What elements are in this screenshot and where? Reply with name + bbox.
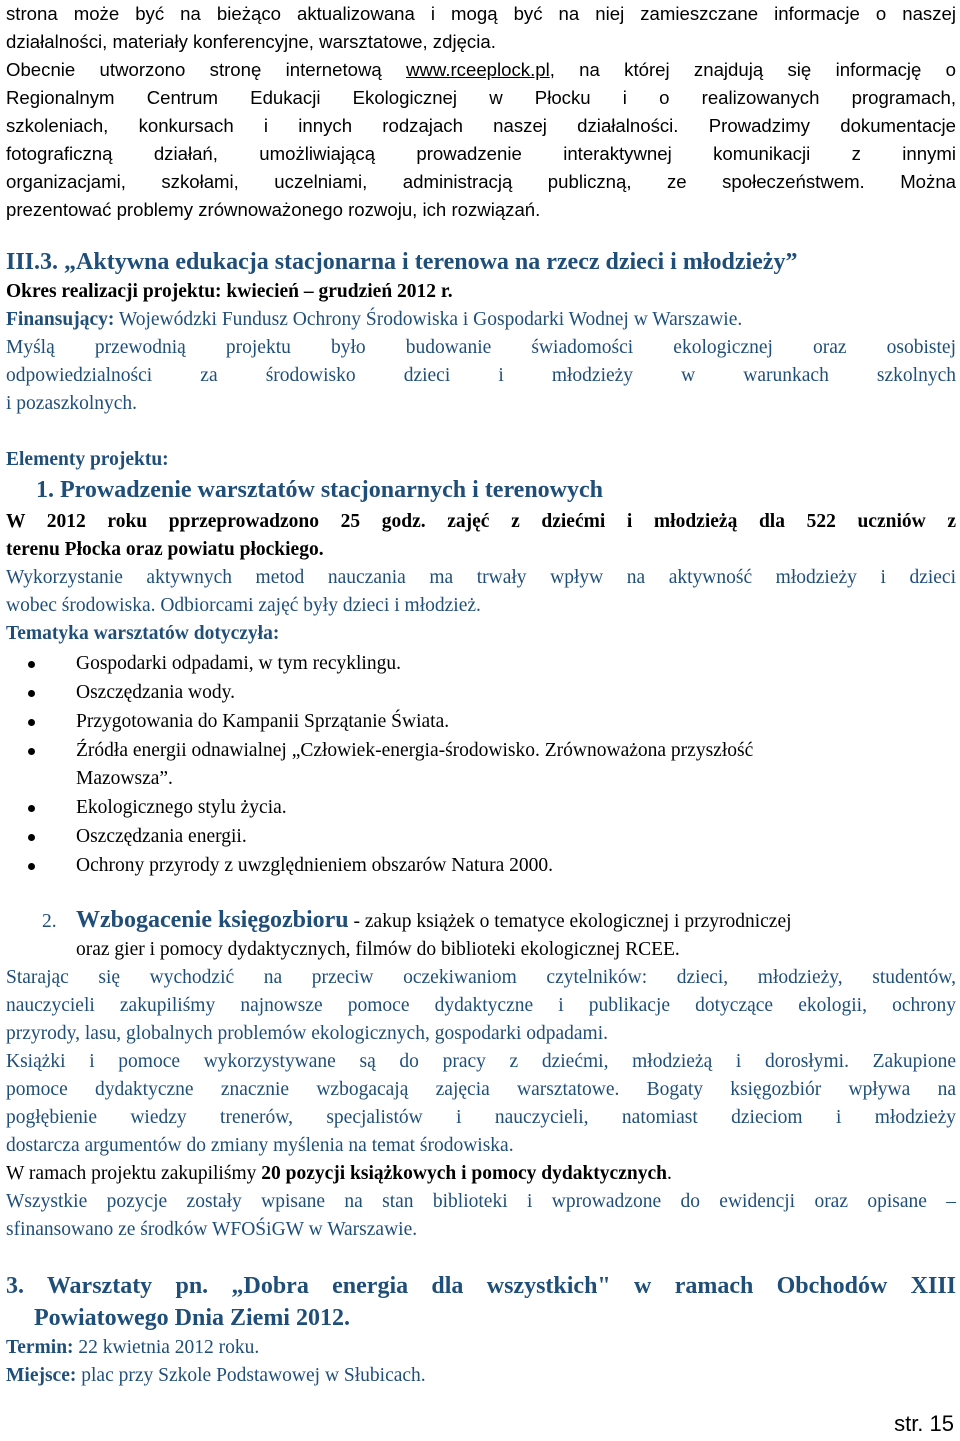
item-1-summary: terenu Płocka oraz powiatu płockiego. (6, 539, 324, 560)
intro-line: działalności, materiały konferencyjne, warsztatowe, zdjęcia. (6, 31, 496, 52)
topics-label: Tematyka warsztatów dotyczyła: (6, 623, 280, 644)
funder-label: Finansujący: (6, 309, 115, 330)
item-2-title-text: Wzbogacenie księgozbioru (76, 907, 349, 933)
elements-label: Elementy projektu: (6, 449, 169, 470)
intro-text: Prowadzimy dokumentacje (678, 115, 957, 136)
topics-list (6, 650, 956, 880)
item-1-text: Wykorzystanie aktywnych metod nauczania ma trwały wpływ na aktywność młodzieży i dzieci (6, 567, 956, 588)
section-iii3 (6, 246, 956, 418)
goal-line: odpowiedzialności za środowisko dzieci i młodzieży w warunkach szkolnych (6, 365, 956, 386)
item-2-text: pogłębienie wiedzy trenerów, specjalistów i nauczycieli, natomiast dzieciom i młodzieży (6, 1107, 956, 1128)
page-number: str. 15 (894, 1411, 954, 1436)
list-item: Gospodarki odpadami, w tym recyklingu. (6, 650, 956, 678)
item-3-title: Powiatowego Dnia Ziemi 2012. (34, 1305, 350, 1331)
intro-text: szkoleniach, konkursach i innych rodzajach naszej działalności. (6, 115, 679, 136)
list-item: Oszczędzania energii. (6, 823, 956, 851)
term-line (6, 1334, 956, 1362)
item-2-number: 2. (42, 911, 57, 932)
term-label: Termin: (6, 1337, 74, 1358)
item-2-text: przyrody, lasu, globalnych problemów ekologicznych, gospodarki odpadami. (6, 1023, 609, 1044)
item-2-text: dostarcza argumentów do zmiany myślenia na temat środowiska. (6, 1135, 514, 1156)
item-2-title (6, 904, 956, 964)
item-2-text-bold: 20 pozycji książkowych i pomocy dydaktycznych (261, 1163, 667, 1184)
item-2-title-rest: - zakup książek o tematyce ekologicznej i przyrodniczej (348, 911, 792, 932)
intro-line: prezentować problemy zrównoważonego rozwoju, ich rozwiązań. (6, 199, 541, 220)
intro-line: Regionalnym Centrum Edukacji Ekologicznej w Płocku i o realizowanych programach, (6, 87, 956, 108)
list-item: Ochrony przyrody z uwzględnieniem obszarów Natura 2000. (6, 852, 956, 880)
intro-line: fotograficzną działań, umożliwiającą prowadzenie interaktywnej komunikacji z innymi (6, 143, 956, 164)
list-item-text: Mazowsza”. (76, 768, 173, 789)
list-item: Przygotowania do Kampanii Sprzątanie Świata. (6, 708, 956, 736)
item-3-title: 3. Warsztaty pn. „Dobra energia dla wszystkich" w ramach Obchodów XIII (6, 1273, 956, 1299)
intro-paragraph (6, 0, 956, 224)
item-1-title-text: Prowadzenie warsztatów stacjonarnych i terenowych (60, 477, 604, 503)
goal-line: i pozaszkolnych. (6, 393, 138, 414)
item-2-text-part: . (666, 1163, 672, 1184)
list-item-text: Źródła energii odnawialnej „Człowiek-energia-środowisko. Zrównoważona przyszłość (76, 740, 754, 761)
item-2-text: sfinansowano ze środków WFOŚiGW w Warszawie. (6, 1219, 418, 1240)
item-2-text: nauczycieli zakupiliśmy najnowsze pomoce dydaktyczne i publikacje dotyczące ekologii, ochrony (6, 995, 956, 1016)
funder-line (6, 306, 956, 334)
item-2 (6, 904, 956, 1244)
list-item: Ekologicznego stylu życia. (6, 794, 956, 822)
term-value: 22 kwietnia 2012 roku. (73, 1337, 260, 1358)
list-item (6, 737, 956, 793)
item-1-summary: W 2012 roku pprzeprowadzono 25 godz. zajęć z dziećmi i młodzieżą dla 522 uczniów z (6, 511, 956, 532)
item-1-number: 1. (36, 477, 54, 503)
place-label: Miejsce: (6, 1365, 77, 1386)
item-1 (6, 474, 956, 880)
intro-text: , na której znajdują się informację o (549, 59, 956, 80)
intro-text: Obecnie utworzono stronę internetową (6, 59, 407, 80)
item-2-title-line2: oraz gier i pomocy dydaktycznych, filmów do biblioteki ekologicznej RCEE. (76, 939, 680, 960)
list-item: Oszczędzania wody. (6, 679, 956, 707)
item-2-text: Wszystkie pozycje zostały wpisane na stan biblioteki i wprowadzone do ewidencji oraz opisane – (6, 1191, 956, 1212)
item-2-text: Książki i pomoce wykorzystywane są do pracy z dziećmi, młodzieżą i dorosłymi. Zakupione (6, 1051, 956, 1072)
section-heading: III.3. „Aktywna edukacja stacjonarna i terenowa na rzecz dzieci i młodzieży” (6, 249, 798, 275)
place-line (6, 1362, 956, 1390)
intro-line: strona może być na bieżąco aktualizowana i mogą być na niej zamieszczane informacje o naszej (6, 3, 956, 24)
period-label: Okres realizacji projektu: kwiecień – grudzień 2012 r. (6, 281, 453, 302)
item-3 (6, 1270, 956, 1390)
item-2-text-part: W ramach projektu zakupiliśmy (6, 1163, 262, 1184)
item-1-text: wobec środowiska. Odbiorcami zajęć były dzieci i młodzież. (6, 595, 481, 616)
goal-line: Myślą przewodnią projektu było budowanie świadomości ekologicznej oraz osobistej (6, 337, 956, 358)
item-2-text: pomoce dydaktyczne znacznie wzbogacają zajęcia warsztatowe. Bogaty księgozbiór wpływa na (6, 1079, 956, 1100)
intro-line (6, 112, 956, 140)
website-link[interactable]: www.rceeplock.pl (406, 59, 550, 80)
place-value: plac przy Szkole Podstawowej w Słubicach. (76, 1365, 426, 1386)
funder-value: Wojewódzki Fundusz Ochrony Środowiska i Gospodarki Wodnej w Warszawie. (114, 309, 743, 330)
intro-line: organizacjami, szkołami, uczelniami, administracją publiczną, ze społeczeństwem. Można (6, 171, 956, 192)
intro-line (6, 56, 956, 84)
item-2-text (6, 1160, 956, 1188)
item-2-text: Starając się wychodzić na przeciw oczekiwaniom czytelników: dzieci, młodzieży, studentów, (6, 967, 956, 988)
item-1-title (6, 474, 956, 506)
